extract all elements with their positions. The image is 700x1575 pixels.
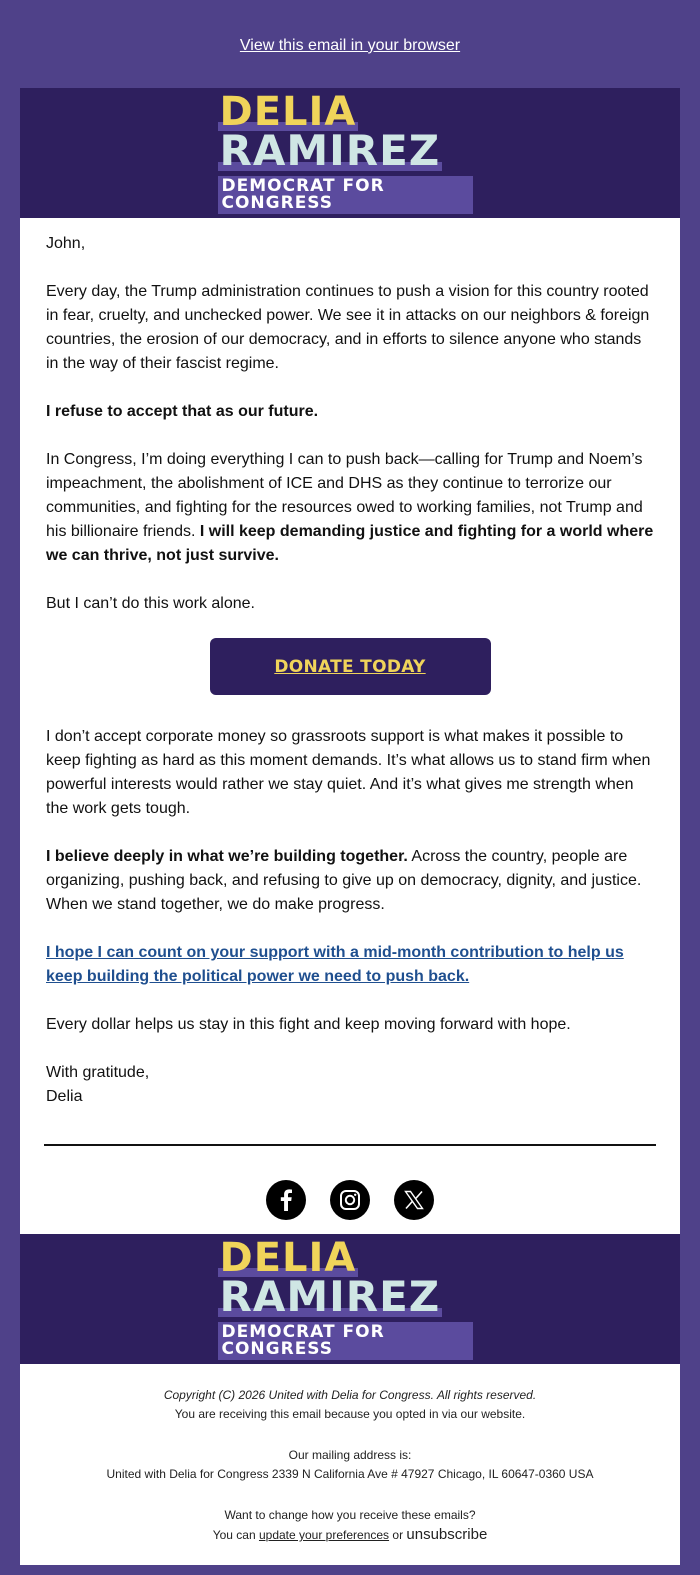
logo-last-name: RAMIREZ (219, 1272, 441, 1321)
copyright-text: Copyright (C) 2026 United with Delia for Congress. All rights reserved. (163, 1388, 537, 1402)
email-body (20, 218, 680, 1234)
paragraph-6-bold: I believe deeply in what we’re building together. (46, 848, 408, 865)
unsubscribe-link[interactable]: unsubscribe (406, 1526, 488, 1543)
social-links (46, 1146, 654, 1234)
header-logo (218, 89, 473, 214)
paragraph-3-bold: I will keep demanding justice and fighting for a world where we can thrive, not just survive. (46, 523, 654, 564)
footer-logo (218, 1235, 473, 1360)
paragraph-1: Every day, the Trump administration continues to push a vision for this country rooted in fear, cruelty, and unchecked power. We see it in attacks on our neighbors & foreign countries, the erosion of our democracy, and in efforts to silence anyone who stands in the way of their fascist regime. (46, 283, 650, 372)
signoff: With gratitude, (46, 1064, 150, 1081)
view-in-browser-link[interactable]: View this email in your browser (239, 37, 461, 54)
paragraph-2-bold: I refuse to accept that as our future. (46, 403, 319, 420)
greeting: John, (46, 235, 86, 252)
signature: Delia (46, 1088, 83, 1105)
logo-tagline: DEMOCRAT FOR CONGRESS (218, 176, 473, 214)
paragraph-6 (46, 845, 654, 917)
paragraph-7: Every dollar helps us stay in this fight and keep moving forward with hope. (46, 1016, 571, 1033)
x-icon[interactable] (394, 1180, 434, 1220)
instagram-icon[interactable] (330, 1180, 370, 1220)
paragraph-3-text: In Congress, I’m doing everything I can to push back—calling for Trump and Noem’s impeachment, the abolishment of ICE and DHS as they continue to terrorize our communities, and fighting for the resources owed to working families, not Trump and his billionaire friends. (46, 451, 643, 540)
can-text: You can (212, 1528, 259, 1542)
email-container (20, 88, 680, 1565)
facebook-icon[interactable] (266, 1180, 306, 1220)
logo-first-name: DELIA (219, 89, 357, 135)
or-text: or (389, 1528, 407, 1542)
paragraph-6-text: Across the country, people are organizing, pushing back, and refusing to give up on democracy, dignity, and justice. When we stand together, we do make progress. (46, 848, 642, 913)
preferences-line (40, 1525, 660, 1545)
opt-in-text: You are receiving this email because you opted in via our website. (174, 1407, 526, 1421)
contribution-link[interactable]: I hope I can count on your support with a mid-month contribution to help us keep building the political power we need to push back. (46, 944, 624, 985)
change-prompt: Want to change how you receive these emails? (224, 1508, 476, 1522)
logo-tagline: DEMOCRAT FOR CONGRESS (218, 1322, 473, 1360)
logo-first-name: DELIA (219, 1235, 357, 1281)
paragraph-5: I don’t accept corporate money so grassroots support is what makes it possible to keep fighting as hard as this moment demands. It’s what allows us to stand firm when powerful interests would rather we stay quiet. And it’s what gives me strength when the work gets tough. (46, 728, 651, 817)
footer (20, 1364, 680, 1565)
mailing-label: Our mailing address is: (288, 1448, 412, 1462)
mailing-address: United with Delia for Congress 2339 N California Ave # 47927 Chicago, IL 60647-0360 USA (106, 1467, 594, 1481)
cta-paragraph (46, 941, 654, 989)
logo-last-name: RAMIREZ (219, 126, 441, 175)
update-preferences-link[interactable]: update your preferences (258, 1528, 390, 1542)
paragraph-2 (46, 400, 654, 424)
preheader (0, 0, 700, 88)
paragraph-4: But I can’t do this work alone. (46, 595, 255, 612)
footer-logo-band (20, 1234, 680, 1364)
donate-button-wrap (46, 638, 654, 695)
paragraph-3 (46, 448, 654, 568)
donate-button[interactable]: DONATE TODAY (210, 638, 491, 695)
header-logo-band (20, 88, 680, 218)
